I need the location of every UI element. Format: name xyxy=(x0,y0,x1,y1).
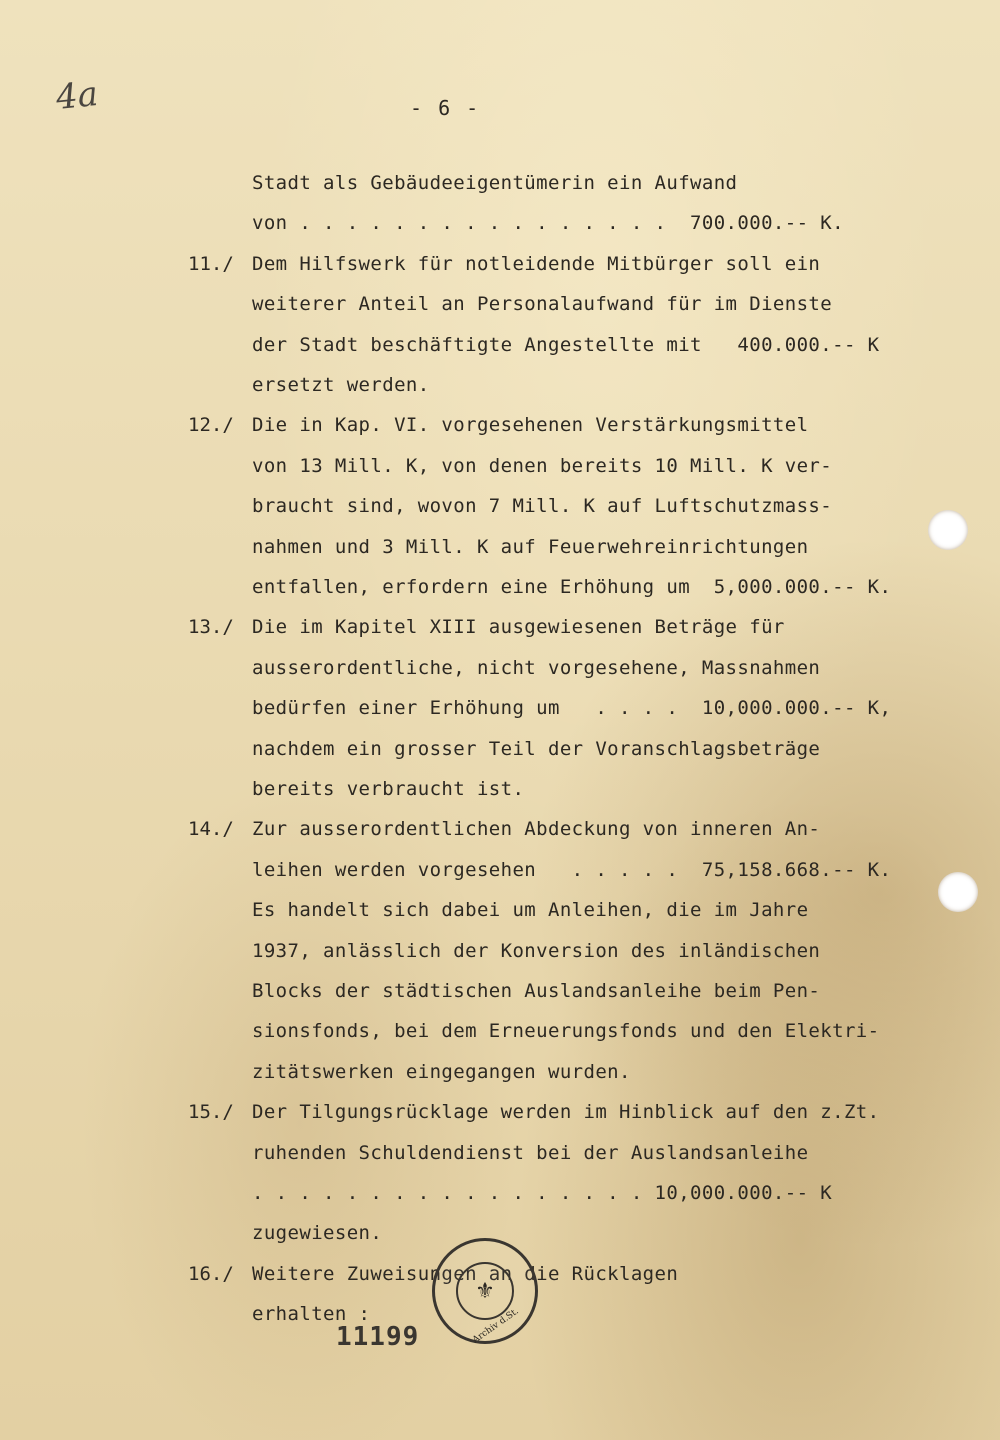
text-line: nachdem ein grosser Teil der Voranschlagsbeträge xyxy=(252,738,821,760)
text-line: 1937, anlässlich der Konversion des inländischen xyxy=(252,940,821,962)
text-line: Stadt als Gebäudeeigentümerin ein Aufwand xyxy=(252,172,738,194)
text-line: ruhenden Schuldendienst bei der Auslandsanleihe xyxy=(252,1142,809,1164)
archive-number: 11199 xyxy=(336,1322,420,1352)
text-line: von . . . . . . . . . . . . . . . . 700.000.-- K. xyxy=(252,212,844,234)
handwritten-note: 4a xyxy=(54,73,100,119)
text-line: . . . . . . . . . . . . . . . . . 10,000.000.-- K xyxy=(252,1182,833,1204)
text-line: zugewiesen. xyxy=(252,1222,383,1244)
item-number: 16./ xyxy=(188,1263,234,1285)
text-line: der Stadt beschäftigte Angestellte mit 400.000.-- K xyxy=(252,334,880,356)
text-line: Der Tilgungsrücklage werden im Hinblick auf den z.Zt. xyxy=(252,1101,880,1123)
text-line: Blocks der städtischen Auslandsanleihe beim Pen- xyxy=(252,980,821,1002)
text-line: Die in Kap. VI. vorgesehenen Verstärkungsmittel xyxy=(252,414,809,436)
item-number: 11./ xyxy=(188,253,234,275)
text-line: weiterer Anteil an Personalaufwand für im Dienste xyxy=(252,293,833,315)
stamp-emblem-icon: ⚜ xyxy=(456,1262,514,1320)
text-line: ersetzt werden. xyxy=(252,374,430,396)
stamp-text: Archiv d.St. xyxy=(471,1306,522,1346)
item-number: 15./ xyxy=(188,1101,234,1123)
item-number: 13./ xyxy=(188,616,234,638)
text-line: von 13 Mill. K, von denen bereits 10 Mill. K ver- xyxy=(252,455,833,477)
text-line: erhalten : xyxy=(252,1303,371,1325)
text-line: ausserordentliche, nicht vorgesehene, Massnahmen xyxy=(252,657,821,679)
punch-hole-bottom xyxy=(938,872,978,912)
item-number: 14./ xyxy=(188,818,234,840)
text-line: nahmen und 3 Mill. K auf Feuerwehreinrichtungen xyxy=(252,536,809,558)
text-line: bedürfen einer Erhöhung um . . . . 10,000.000.-- K, xyxy=(252,697,892,719)
text-line: braucht sind, wovon 7 Mill. K auf Luftschutzmass- xyxy=(252,495,833,517)
text-line: Weitere Zuweisungen an die Rücklagen xyxy=(252,1263,679,1285)
text-line: entfallen, erfordern eine Erhöhung um 5,000.000.-- K. xyxy=(252,576,892,598)
text-line: leihen werden vorgesehen . . . . . 75,158.668.-- K. xyxy=(252,859,892,881)
item-number: 12./ xyxy=(188,414,234,436)
text-line: bereits verbraucht ist. xyxy=(252,778,525,800)
text-line: Dem Hilfswerk für notleidende Mitbürger soll ein xyxy=(252,253,821,275)
text-line: zitätswerken eingegangen wurden. xyxy=(252,1061,631,1083)
archive-stamp xyxy=(432,1238,538,1344)
text-line: Es handelt sich dabei um Anleihen, die im Jahre xyxy=(252,899,809,921)
punch-hole-top xyxy=(928,510,968,550)
page-number: - 6 - xyxy=(410,96,481,120)
text-line: sionsfonds, bei dem Erneuerungsfonds und den Elektri- xyxy=(252,1020,880,1042)
text-line: Zur ausserordentlichen Abdeckung von inneren An- xyxy=(252,818,821,840)
text-line: Die im Kapitel XIII ausgewiesenen Beträge für xyxy=(252,616,785,638)
